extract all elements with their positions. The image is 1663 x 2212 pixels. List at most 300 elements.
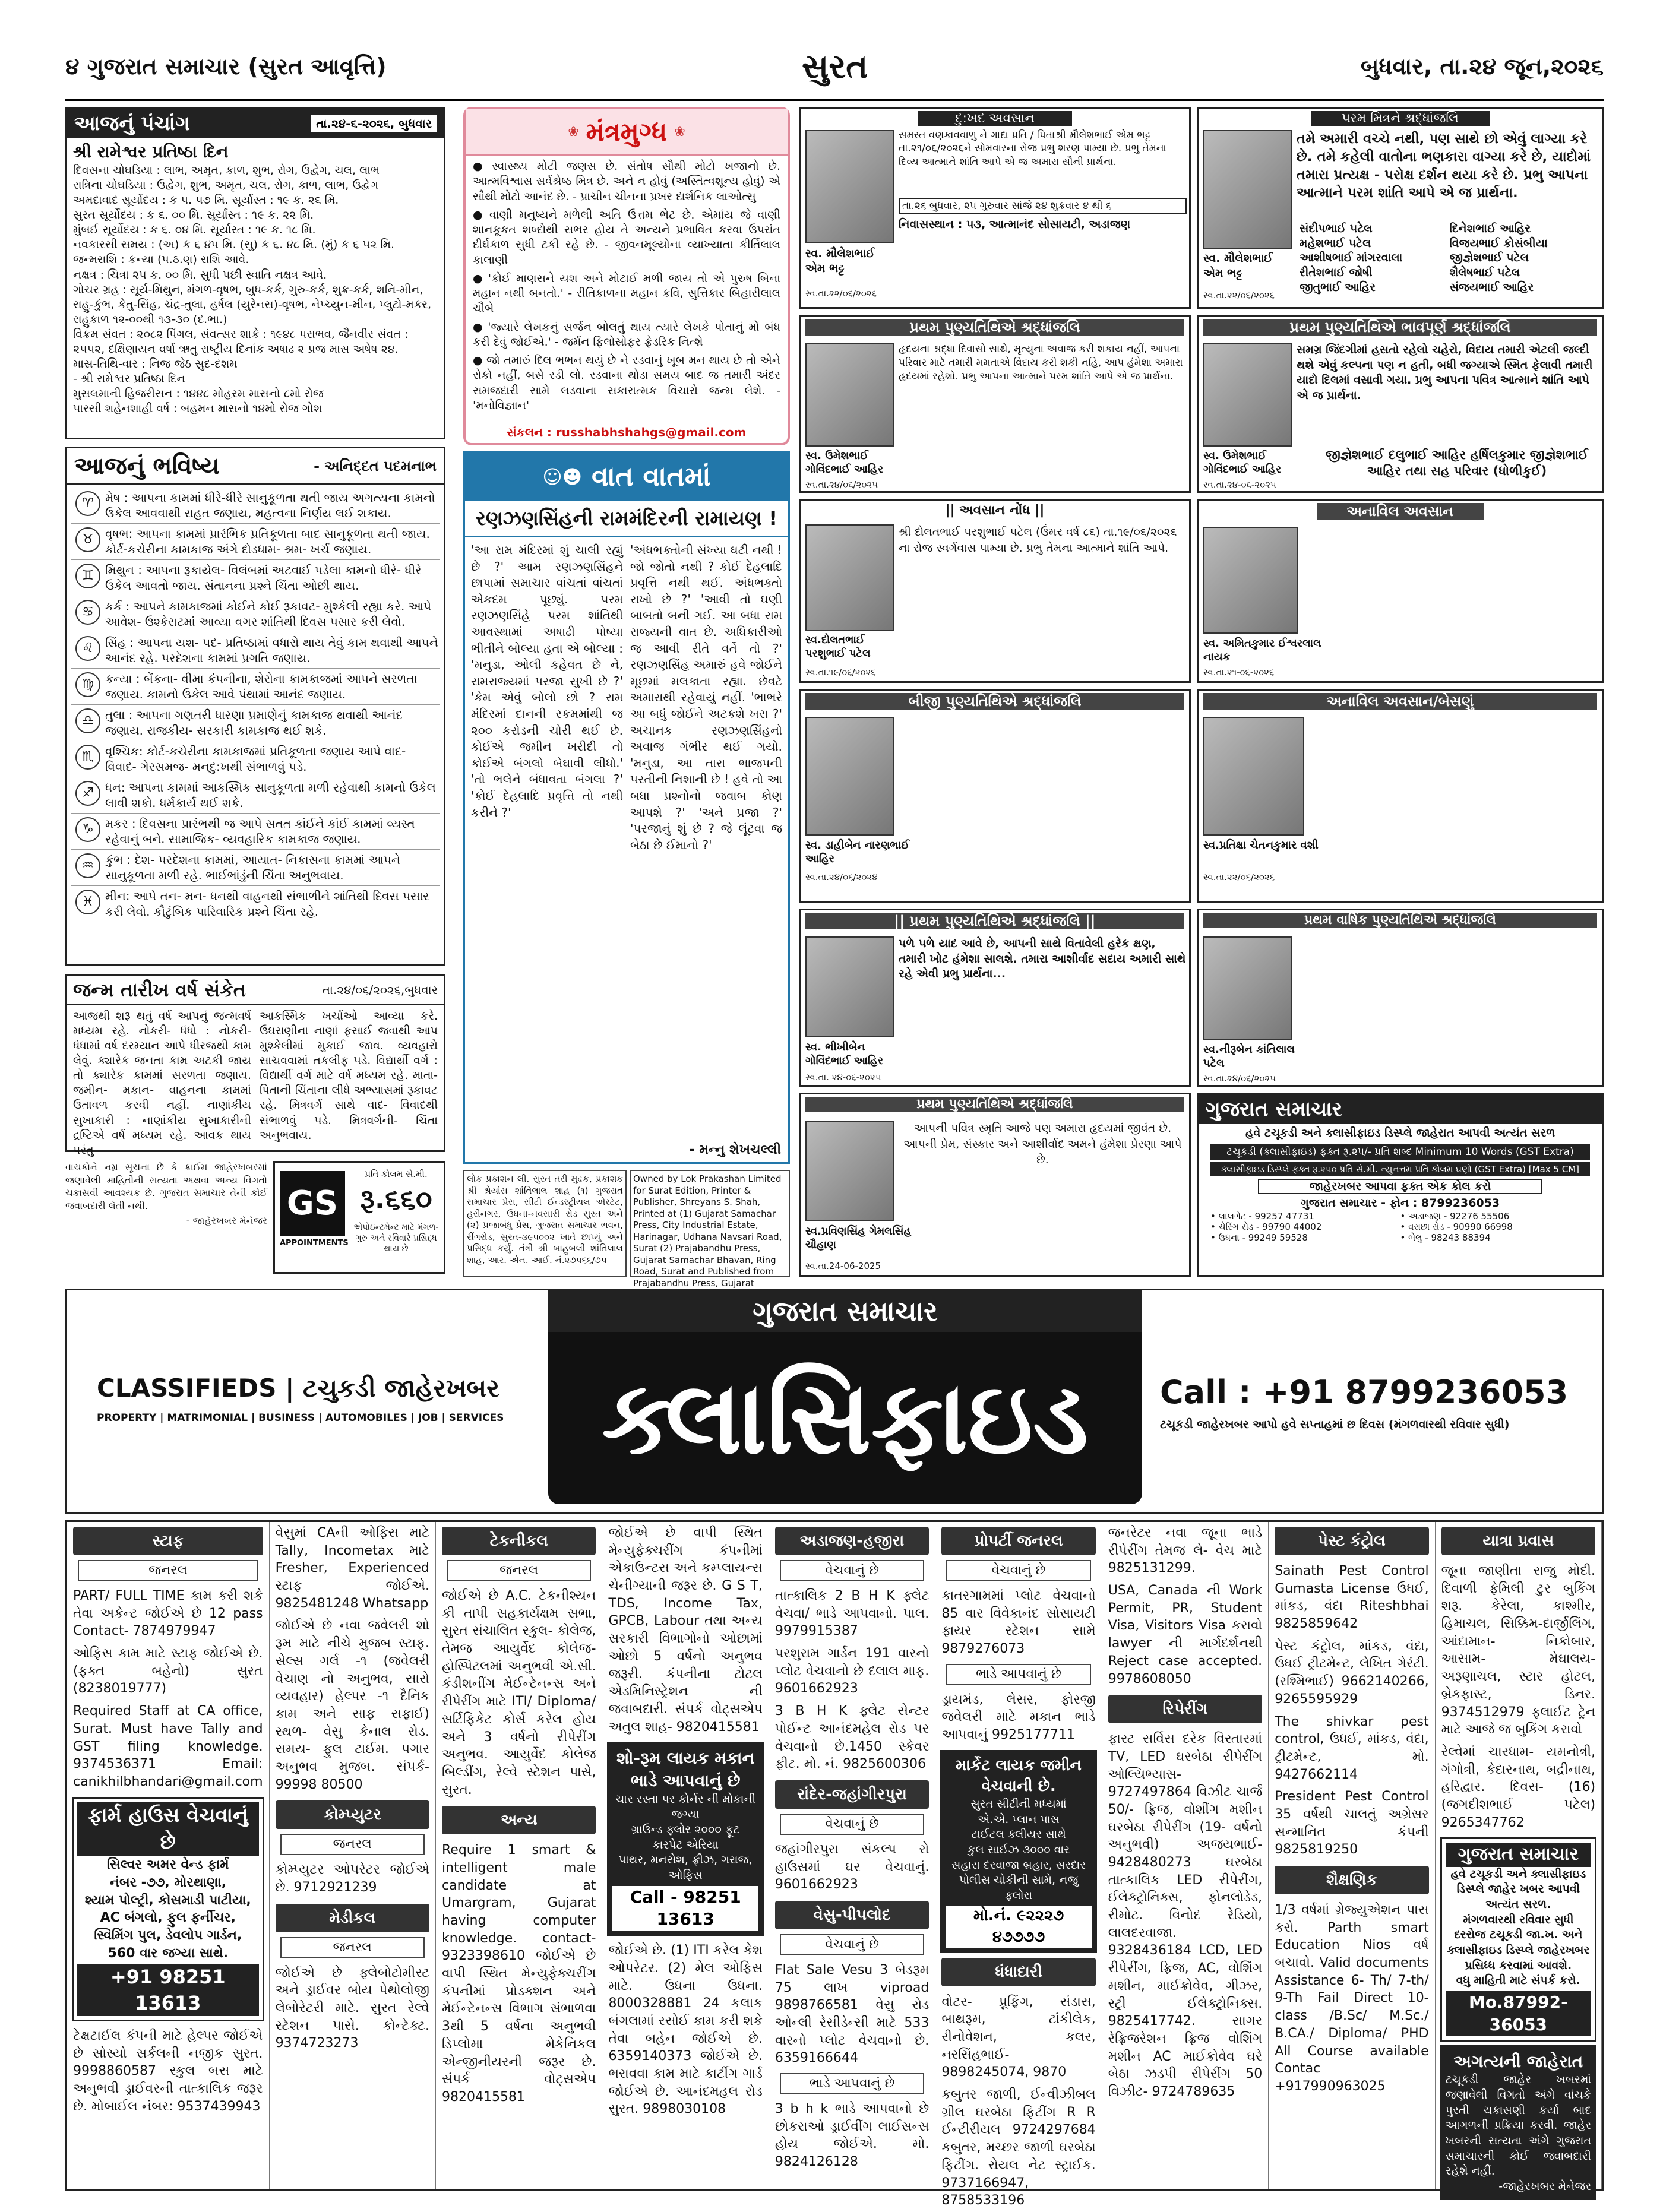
rasi-text: વૃષભ: આપના કામમાં પ્રારંભિક પ્રતિકૂળતા બાદ સાનુકૂળતા થતી જાય. કોર્ટ-કચેરીના કામકાજ અંગે દોડધામ- શ્રમ- ખર્ચ જણાય.	[105, 527, 430, 556]
column-subheader: જનરલ	[280, 1937, 425, 1958]
zodiac-icon: ♏	[75, 745, 100, 770]
gs-info-line5: ગુજરાત સમાચાર - ફોન : 8799236053	[1300, 1197, 1500, 1210]
classified-ad: રેલ્વેમાં ચારધામ- યમનોત્રી, ગંગોત્રી, કેદારનાથ, બદ્રીનાથ, હરિદ્વાર. દિવસ- (16) (જગદીશભાઈ પટેલ) 9265347762	[1441, 1744, 1596, 1830]
gs-price-label: પ્રતિ કોલમ સે.મી.	[365, 1169, 428, 1179]
obit1-tag: દુ:ખદ અવસાન	[918, 111, 1072, 126]
vaat-title: વાત વાતમાં	[592, 460, 711, 492]
obit10-photo	[1203, 936, 1292, 1040]
zodiac-icon: ♓	[75, 890, 100, 914]
rasi-text: વૃશ્ચિક: કોર્ટ-કચેરીના કામકાજમાં પ્રતિકૂળતા જણાય આપે વાદ- વિવાદ- ગેરસમજ- મનદુ:ખથી સંભાળવું પડે.	[105, 744, 406, 774]
column-header: સ્ટાફ	[73, 1527, 263, 1555]
obit8-tag: અનાવિલ અવસાન/બેસણું	[1203, 693, 1597, 710]
classifieds-left-sub: PROPERTY | MATRIMONIAL | BUSINESS | AUTOMOBILES | JOB | SERVICES	[97, 1412, 504, 1424]
land-l3: ટાઈટલ ક્લીયર સાથે	[971, 1828, 1066, 1841]
gs-info-logo: ગુજરાત સમાચાર	[1199, 1094, 1602, 1124]
mourner-name: શૈલેષભાઈ પટેલ	[1449, 266, 1520, 280]
mantra-list	[466, 156, 788, 420]
obit4-name: સ્વ. ઉમેશભાઈ ગોવિંદભાઈ આહિર	[1203, 450, 1282, 476]
obituary-8	[1197, 689, 1604, 903]
rasi-row	[71, 669, 440, 705]
bullet-icon: ●	[473, 354, 483, 368]
notice-title: અગત્યની જાહેરાત	[1453, 2051, 1583, 2071]
classified-column	[1102, 1522, 1269, 2189]
obit9-photo	[805, 936, 894, 1037]
classified-column	[270, 1522, 436, 2189]
land-phone: મો.નં. ૯૨૨૨૭ ૪૭૭૭૭	[946, 1906, 1091, 1947]
classified-ad: Sainath Pest Control Gumasta License ઉધઈ, માંકડ, વંદા Riteshbhai 9825859642	[1275, 1564, 1429, 1632]
rasi-row	[71, 488, 440, 524]
gs-price: રૂ.૬૬૦	[360, 1183, 432, 1215]
farmhouse-line: AC બંગલો, ફુલ ફર્નીચર,	[100, 1910, 236, 1926]
obit8-photo	[1203, 717, 1304, 836]
gs-logo: GS	[280, 1171, 345, 1236]
obit9-text: પળે પળે યાદ આવે છે, આપની સાથે વિતાવેલી હરેક ક્ષણ, તમારી ખોટ હંમેશા સાલશે. તમારા આશીર્વાદ સદાય અમારી સાથે રહે એવી પ્રભુ પ્રાર્થના...	[899, 937, 1186, 981]
column-header: ટેકનીકલ	[442, 1527, 596, 1555]
vaat-story-title: રણઝણસિંહની રામમંદિરની રામાયણ !	[465, 501, 788, 537]
column-header: પ્રોપર્ટી જનરલ	[941, 1527, 1095, 1555]
rasi-text: સિંહ : આપના યશ- પદ- પ્રતિષ્ઠામાં વધારો થાય તેવું કામ થવાથી આપને આનંદ રહે. પરદેશના કામમાં પ્રગતિ જણાય.	[105, 635, 438, 665]
classified-ad: 3 B H K ફ્લેટ સેન્ટર પોઈન્ટ આનંદમહેલ રોડ પર વેચવાનો છે.1450 સ્કેવર ફીટ. મો. નં. 9825600306	[774, 1704, 929, 1772]
classified-ad: જોઈએ છે. (1) ITI કરેલ કેશ ઓપરેટર. (2) મેલ ઓફિસ માટે. ઉધના ઉધના. 8000328881 24 કલાક બંગલામાં રસોઈ કામ કરી શકે તેવા બહેન જોઈએ છે. 6359140373 જોઈએ છે. ભરાવવા કામ માટે કાર્ટીગ ગાર્ડ જોઈએ છે. આનંદમહલ રોડ સુરત. 9898030108	[608, 1943, 763, 2117]
land-title: માર્કેટ લાયક જમીન વેચવાની છે.	[956, 1756, 1082, 1795]
farmhouse-phone: +91 98251 13613	[77, 1964, 259, 2015]
rasi-text: મીન: આપે તન- મન- ધનથી વાહનથી સંભાળીને શાંતિથી દિવસ પસાર કરી લેવો. કૌટુંબિક પારિવારિક પ્રશ્ને ચિંતા રહે.	[105, 889, 429, 919]
column-header: શૈક્ષણિક	[1275, 1866, 1428, 1894]
janma-col1: આજથી શરૂ થતું વર્ષ આપનું જન્મવર્ષ મધ્યમ રહે. નોકરી- ધંધો : નોકરી- ધંધામાં વર્ષ દરમ્યાન આપે ધીરજથી કામ લેવું. ક્યારેક જનતા કામ અટકી જાય તો ક્યારેક કામમાં સરળતા જણાય. જમીન- મકાન- વાહનના કામમાં ઉતાવળ કરવી નહીં. નાણાંકીય સુખાકારી : નાણાંકીય સુખાકારીની દ્રષ્ટિએ વર્ષ મધ્યમ રહે. આવક થાય પરંતુ	[73, 1010, 251, 1157]
column-subheader: વેચવાનું છે	[780, 1814, 924, 1835]
mourner-name: રીતેશભાઈ જોષી	[1300, 266, 1373, 280]
classified-ad: જોઈએ છે A.C. ટેકનીશ્યન કી તાપી સહકાર્યક્ષમ સભા, સુરત સંચાલિત સ્કુલ- કોલેજ, તેમજ આયુર્વેદ કોલેજ- હોસ્પિટલમાં અનુભવી એ.સી. કંડીશનીંગ મેઈન્ટેનન્સ અને રીપેરીંગ માટે ITI/ Diploma/ સર્ટિફિકેટ કોર્સ કરેલ હોય અને 3 વર્ષનો રીપેરીંગ અનુભવ. આયુર્વેદ કોલેજ બિલ્ડીંગ, રેલ્વે સ્ટેશન પાસે, સુરત.	[442, 1588, 596, 1798]
panchang-line: દિવસના ચોઘડિયા : લાભ, અમૃત, કાળ, શુભ, રોગ, ઉદ્વેગ, ચલ, લાભ	[73, 164, 380, 177]
obit10-date: સ્વ.તા.૨૪/૦૬/૨૦૨૫	[1203, 1073, 1276, 1084]
janma-title: જન્મ તારીખ વર્ષ સંકેત	[73, 978, 246, 1001]
showroom-l2: ગ્રાઉન્ડ ફ્લોર ૨૦૦૦ ફૂટ	[631, 1823, 740, 1837]
classified-ad: Required Staff at CA office, Surat. Must have Tally and GST filing knowledge. 9374536371 Email: canikhilbhandari@gmail.com	[73, 1704, 263, 1789]
zodiac-icon: ♈	[75, 491, 100, 516]
column-subheader: જનરલ	[78, 1560, 258, 1581]
vaat-author: - મન્નુ શેખચલ્લી	[689, 1143, 781, 1157]
classifieds-columns	[65, 1520, 1604, 2208]
panchang-line: - શ્રી રામેશ્વર પ્રતિષ્ઠા દિન	[73, 372, 185, 386]
column-subheader: વેચવાનું છે	[780, 1560, 924, 1581]
classified-ad: ટેક્ષટાઈલ કંપની માટે હેલ્પર જોઈએ છે સોસ્યો સર્કલની નજીક સુરત. 9998860587 સ્કુલ બસ માટે અનુભવી ડ્રાઈવરની તાત્કાલિક જરૂર છે. મોબાઈલ નંબર: 9537439943	[73, 2028, 263, 2114]
obituary-4	[1197, 315, 1604, 493]
mourner-name: દિનેશભાઈ આહિર	[1449, 222, 1531, 235]
mourner-name: આશીષભાઈ માંગરવાલા	[1300, 251, 1403, 265]
classified-column	[1269, 1522, 1435, 2189]
column-subheader: ભાડે આપવાનું છે	[946, 1664, 1090, 1685]
classified-ad: ઓફિસ કામ માટે સ્ટાફ જોઈએ છે. (ફક્ત બહેનો) સુરત (8238019777)	[73, 1646, 263, 1697]
panchang-line: જન્મરાશિ : કન્યા (પ.ઠ.ણ) રાશિ આવે.	[73, 253, 249, 267]
classified-ad: જૂના જાણીતા રાજુ મોદી. દિવાળી ફેમિલી ટુર બુકિંગ શરૂ. કેરેલા, કાશ્મીર, હિમાચલ, સિક્કિમ-દાર્જીલિંગ, આંદામાન- નિકોબાર, આસામ- મેઘાલય- અરૂણાચલ, સ્ટાર હોટલ, બ્રેકફાસ્ટ, ડિનર. 9374512979 ફ્લાઈટ ટ્રેન માટે આજે જ બુકિંગ કરાવો	[1441, 1564, 1596, 1738]
panchang-line: નક્ષત્ર : ચિત્રા ૨૫ ક. ૦૦ મિ. સુધી પછી સ્વાતિ નક્ષત્ર આવે.	[73, 268, 327, 281]
classified-ad: 3 b h k ભાડે આપવાનો છે છોકરાઓ ડ્રાઈવીંગ લાઈસન્સ હોય જોઈએ. મો. 9824126128	[774, 2102, 929, 2170]
column-subheader: ભાડે આપવાનું છે	[780, 2073, 924, 2094]
obit9-date: સ્વ.તા. ૨૪-૦૬-૨૦૨૫	[805, 1072, 881, 1083]
rasi-row	[71, 524, 440, 560]
obituary-9	[799, 909, 1191, 1087]
mantra-text: જો તમારું દિલ ભભન થયું છે ને રડવાનું ખૂબ મન થાય છે તો એને રોકો નહીં, બસે રડી લો. રડવાના થોડા સમય બાદ જ તમારી અંદર સમજદારી સામે લડવાના સકારાત્મક વિચારો જન્મ લેશે. - 'મનોવિજ્ઞાન'	[473, 354, 780, 412]
branch-phone: • લાલગેટ - 99257 47731	[1210, 1211, 1314, 1221]
classifieds-call-sub: ટચૂકડી જાહેરખબર આપો હવે સપ્તાહમાં છ દિવસ (મંગળવારથી રવિવાર સુધી)	[1160, 1418, 1510, 1431]
mourner-name: વિજયભાઈ કોસંબીયા	[1449, 236, 1548, 250]
column-header: રિપેરીંગ	[1108, 1695, 1262, 1723]
obit2-names	[1300, 221, 1599, 295]
rasi-text: કર્ક : આપને કામકાજમાં કોઈને કોઈ રૂકાવટ- મુશ્કેલી રહ્યા કરે. આપે આવેશ- ઉશ્કેરાટમાં આવ્યા વગર શાંતિથી દિવસ પસાર કરી લેવો.	[105, 599, 432, 629]
panchang-subtitle: શ્રી રામેશ્વર પ્રતિષ્ઠા દિન	[73, 142, 229, 162]
rasi-row	[71, 814, 440, 850]
column-header: અડાજણ-હજીરા	[775, 1527, 929, 1555]
mantra-title: મંત્રમુગ્ધ	[586, 116, 668, 147]
column-header: કોમ્પ્યુટર	[276, 1800, 429, 1829]
obit1-address: નિવાસસ્થાન : ૫૩, આત્માનંદ સોસાયટી, અડાજણ	[899, 218, 1131, 231]
obit6-tag: અનાવિલ અવસાન	[1317, 503, 1484, 520]
obit11-tag: પ્રથમ પુણ્યતિથિએ શ્રદ્ધાંજલિ	[805, 1097, 1184, 1112]
mantra-item	[473, 159, 780, 204]
obit5-name: સ્વ.દોલતભાઈ પરશુભાઈ પટેલ	[805, 634, 871, 660]
obituary-1	[799, 107, 1191, 309]
obit5-text: શ્રી દોલતભાઈ પરશુભાઈ પટેલ (ઉંમર વર્ષ ૮૬) તા.૧૯/૦૬/૨૦૨૬ ના રોજ સ્વર્ગવાસ પામ્યા છે. પ્રભુ તેમના આત્માને શાંતિ આપે.	[899, 526, 1177, 555]
gs-branches	[1199, 1210, 1602, 1244]
zodiac-icon: ♐	[75, 781, 100, 806]
obituary-10	[1197, 909, 1604, 1087]
gs-info-line1: હવે ટચૂકડી અને ક્લાસીફાઇડ ડિસ્પ્લે જાહેરાત આપવી અત્યંત સરળ	[1245, 1126, 1555, 1140]
imprint-english: Owned by Lok Prakashan Limited for Surat Edition, Printer & Publisher, Shreyans S. Shah, Printed at (1) Gujarat Samachar Press, City Industrial Estate, Harinagar, Udhana Navsari Road, Surat (2) Prajabandhu Press, Gujarat Samachar Bhavan, Ring Road, Surat and Published from Prajabandhu Press, Gujarat	[630, 1170, 790, 1277]
branch-phone: • ચેરિંગ રોડ - 99790 44002	[1210, 1221, 1322, 1232]
obit7-photo	[805, 717, 894, 836]
showroom-title: શો-રૂમ લાયક મકાન ભાડે આપવાનું છે	[616, 1748, 755, 1791]
rasi-text: ધન: આપના કામમાં આકસ્મિક સાનુકૂળતા મળી રહેવાથી કામનો ઉકેલ લાવી શકો. ધર્મકાર્ય થઈ શકે.	[105, 780, 436, 810]
mourner-name: સંજયભાઈ આહિર	[1449, 280, 1534, 294]
column-header: અન્ય	[442, 1806, 596, 1834]
panchang-line: સુરત સૂર્યોદય : ક ૬. ૦૦ મિ. સૂર્યાસ્ત : ૧૯ ક. ૨૨ મિ.	[73, 208, 314, 222]
showroom-l3: કારપેટ એરિયા	[652, 1838, 719, 1852]
panchang-line: વિક્રમ સંવત : ૨૦૮૨ પિંગલ, સંવત્સર શાકે : ૧૯૪૮ પરાભવ, જૈનવીર સંવત : ૨૫૫૨, દક્ષિણાયન વર્ષા ઋતુ રાષ્ટ્રીય દિનાંક અષાઢ ૨ પ્રજ માસ અષેષ ૨૪.	[73, 327, 409, 356]
classified-ad: વેસુમાં CAની ઓફિસ માટે Tally, Incometax માટે Fresher, Experienced સ્ટાફ જોઈએ. 9825481248 Whatsapp	[275, 1526, 429, 1611]
classified-ad: જોઈએ છે નવા જવેલરી શો રૂમ માટે નીચે મુજબ સ્ટાફ. સેલ્સ ગર્લ -૧ (જવેલરી વેચાણ નો અનુભવ, સારો વ્યવહાર) હેલ્પર -૧ દૈનિક કામ અને સાફ સફાઈ) સ્થળ- વેસુ કેનાલ રોડ. સમય- ફુલ ટાઈમ. પગાર અનુભવ મુજબ. સંપર્ક- 99998 80500	[275, 1618, 429, 1792]
mourner-name: જીજ્ઞેશભાઈ પટેલ	[1449, 251, 1529, 265]
classified-column	[769, 1522, 935, 2189]
mourner-name: મહેશભાઈ પટેલ	[1300, 236, 1371, 250]
janma-date: તા.૨૪/૦૬/૨૦૨૬,બુધવાર	[322, 983, 438, 997]
obit10-tag: પ્રથમ વાર્ષિક પુણ્યતિથિએ શ્રદ્ધાંજલિ	[1203, 913, 1597, 928]
obit2-text: તમે અમારી વચ્ચે નથી, પણ સાથે છો એવું લાગ્યા કરે છે. તમે કહેલી વાતોના ભણકારા વાગ્યા કરે છે, યાદોમાં તમારા પ્રત્યક્ષ - પરોક્ષ દર્શન થયા કરે છે. પ્રભુ આપના આત્માને પરમ શાંતિ આપે એ જ પ્રાર્થના.	[1297, 131, 1591, 201]
column-header: ધંધાદારી	[941, 1958, 1095, 1986]
mantra-item	[473, 320, 780, 350]
panchang-lines	[67, 163, 444, 416]
rasi-row	[71, 741, 440, 777]
rasi-text: કન્યા : બેંકના- વીમા કંપનીના, શેરોના કામકાજમાં આપને સરળતા જણાય. કામનો ઉકેલ આવે પંથામાં આનંદ જણાય.	[105, 672, 418, 701]
obit4-date: સ્વ.તા.૨૪-૦૬-૨૦૨૫	[1203, 479, 1276, 490]
rasi-row	[71, 886, 440, 922]
obit3-text: હૃદયના શ્રદ્ધા દિવાસો સાથે, મૃત્યુના અવાજ કરી શકાય નહીં, આપના પરિવાર માટે તમારી મમતાએ વિદાય કરી શકી નહિ, આપ હંમેશા અમારા હૃદયમાં રહેશો. પ્રભુ આપના આત્માને પરમ શાંતિ આપે એ જ પ્રાર્થના.	[899, 343, 1183, 382]
classified-ad: વોટર- પ્રૂફિંગ, સંડાસ, બાથરૂમ, ટાંકીલેક, રીનોવેશન, કલર, નરસિંહભાઈ- 9898245074, 9870	[941, 1994, 1096, 2080]
janma-col2: આકસ્મિક ખર્ચાઓ આવ્યા કરે. ઉઘરાણીના નાણાં ફસાઈ જવાથી આપ મુશ્કેલીમાં મુકાઈ જાવ. વ્યવહારો સાચવવામાં તકલીફ પડે. વિદ્યાર્થી વર્ગ : વિદ્યાર્થી વર્ગ માટે વર્ષ મધ્યમ રહે. માતા- પિતાની ચિંતાના લીધે અભ્યાસમાં રૂકાવટ રહે. મિત્રવર્ગ સાથે વાદ- વિવાદથી સંભાળવું પડે. મિત્રવર્ગની- ચિંતા અનુભવાય.	[260, 1010, 438, 1142]
obit2-tag: પરમ મિત્રને શ્રદ્ધાંજલિ	[1311, 111, 1490, 126]
panchang-title: આજનું પંચાંગ	[74, 112, 190, 135]
bhavishya-author: - અનિદ્દત પદમનાભ	[314, 457, 437, 474]
classified-ad: ફાસ્ટ સર્વિસ દરેક વિસ્તારમાં TV, LED ઘરબેઠા રીપેરીંગ ઓલ્યિભ્યાસ- 9727497864 વિઝીટ ચાર્જ 50/- ફ્રિજ, વોશીંગ મશીન ઘરબેઠા રીપેરીંગ (19- વર્ષનો અનુભવી) અજયભાઈ- 9428480273 ઘરબેઠા તાત્કાલિક LED રીપેરીંગ, ઈલેક્ટ્રોનિક્સ, ફોનલોડેડ, રીમોટ. વિનોદ રેડિયો, લાલદરવાજા. 9328436184 LCD, LED રીપેરીંગ, ફ્રિજ, AC, વોશિંગ મશીન, માઈક્રોવેવ, ગીઝર, સ્ટ્રી ઈલેક્ટ્રોનિક્સ. 9825417742. સાગર રેફ્રિજરેશન ફ્રિજ વોશિંગ મશીન AC માઈક્રોવેવ ઘરે બેઠા ઝડપી રીપેરીંગ 50 વિઝીટ- 9724789635	[1108, 1732, 1263, 2099]
rasi-list	[67, 485, 444, 925]
classified-ad: 1/3 વર્ષમાં ગ્રેજ્યુએશન પાસ કરો. Parth smart Education Nios વર્ષ બચાવો. Valid documents Assistance 6- Th/ 7-th/ 9-Th Fail Direct 10-class /B.Sc/ M.Sc./ B.CA./ Diploma/ PHD All Course available Contac +917990963025	[1275, 1903, 1429, 2094]
gs-class-l1: હવે ટચૂકડી અને ક્લાસીફાઇડ ડિસ્પ્લે જાહેર ખબર આપવી અત્યંત સરળ.	[1450, 1867, 1586, 1912]
mantra-item	[473, 271, 780, 317]
classified-ad: ડ્રાયમંડ, લેસર, ફોરજી જવેલરી માટે મકાન ભાડે આપવાનું 9925177711	[941, 1692, 1096, 1743]
obit9-name: સ્વ. ભીખીબેન ગોવિંદભાઈ આહિર	[805, 1041, 884, 1067]
date-label: બુધવાર, તા.૨૪ જૂન,૨૦૨૬	[1360, 53, 1604, 80]
obit4-family: જીજ્ઞેશભાઈ દલુભાઈ આહિર હર્ષિલકુમાર જીજ્ઞેશભાઈ આહિર તથા સહ પરિવાર (ધોળીકુઈ)	[1325, 448, 1589, 479]
obit7-date: સ્વ.તા.૨૪/૦૬/૨૦૨૪	[805, 872, 878, 882]
rasi-row	[71, 705, 440, 741]
obit4-text: સમગ્ર જિંદગીમાં હસતો રહેલો ચહેરો, વિદાય તમારી એટલી જલ્દી થશે એવું કલ્પના પણ ન હતી, બધી જગ્યાએ સ્મિત ફેલાવી તમારી યાદો દિલમાં વસાવી ગયા. પ્રભુ આપના પવિત્ર આત્માને શાંતિ આપે એ જ પ્રાર્થના.	[1297, 343, 1593, 402]
vaat-box	[463, 451, 790, 1164]
vaat-col1: 'આ રામ મંદિરમાં શું ચાલી રહ્યું છે ?' આમ રણઝણસિંહને છાપામાં સમાચાર વાંચતાં વાંચતાં એકદમ પૂછ્યું. પરમ રણઝણસિંહે પરમ શાંતિથી આવસ્થામાં અષાઢી પોષ્યા ભીતીને બોલ્યા હતા એ બોલ્યા : 'મનુડા, ઓલી કહેવત છે ને, રામરાજ્યમાં પરજા સુખી છે ?' 'કેમ એવું બોલો છો ? રામ મંદિરમાં દાનની રકમમાંથી જ ૨૦૦ કરોડની ચોરી થઈ છે. કોઈએ જમીન ખરીદી તો કોઈએ બંગલો બેઘાવી લીધો.' 'તો ભલેને બંધાવતા બંગલા ?' 'કોઈ દેહલાદિ પ્રવૃત્તિ તો નથી કરીને ?'	[471, 543, 623, 819]
column-subheader: જનરલ	[447, 1560, 591, 1581]
obit6-name: સ્વ. અમિતકુમાર ઈશ્વરલાલ નાયક	[1203, 637, 1321, 663]
zodiac-icon: ♑	[75, 817, 100, 842]
branch-phone: • વરાછા રોડ - 90990 66998	[1400, 1221, 1513, 1232]
farmhouse-line: 560 વાર જગ્યા સાથે.	[108, 1945, 229, 1961]
rasi-text: મિથુન : આપના રૂકાયેલ- વિલંબમાં અટવાઈ પડેલા કામનો ધીરે- ધીરે ઉકેલ આવતો જાય. સંતાનના પ્રશ્ને ચિંતા ઓછી થાય.	[105, 563, 422, 593]
classifieds-call: Call : +91 8799236053	[1160, 1374, 1569, 1411]
land-l2: એ.એ. પ્લાન પાસ	[978, 1812, 1060, 1826]
obituary-11	[799, 1093, 1191, 1277]
obit3-date: સ્વ.તા.૨૪/૦૬/૨૦૨૫	[805, 479, 878, 490]
obit4-photo	[1203, 343, 1292, 447]
janma-header	[67, 976, 444, 1005]
rasi-row	[71, 596, 440, 632]
vaat-header	[465, 453, 788, 501]
mantra-footer: સંકલન : russhabhshahgs@gmail.com	[507, 425, 747, 439]
gs-info-box	[1197, 1093, 1604, 1277]
lotus-icon: ❀	[568, 124, 579, 140]
panchang-line: નવકારસી સમય : (અ) ક ૬ ૪૫ મિ. (સુ) ક ૬. ૪૮ મિ. (મું) ક ૬ ૫૨ મિ.	[73, 238, 395, 252]
panchang-box	[65, 107, 445, 439]
classified-ad: The shivkar pest control, ઉધઈ, માંકડ, વંદા, ટ્રીટમેન્ટ, મો. 9427662114	[1275, 1714, 1429, 1782]
mantra-text: વાણી મનુષ્યને મળેલી અતિ ઉત્તમ ભેટ છે. એમાંય જે વાણી શાનકૂકત શબ્દોથી સભર હોય તે અન્યને પ્રભાવિત કરવા ઉપરાંત દીર્ઘકાળ સુધી ટકી રહે છે. - જીવનમૂલ્યોના વ્યાખ્યાતા કીર્તિલાલ કાલાણી	[473, 208, 780, 267]
column-subheader: વેચવાનું છે	[780, 1934, 924, 1955]
zodiac-icon: ♋	[75, 600, 100, 625]
obituary-5	[799, 499, 1191, 683]
farmhouse-line: શ્યામ પોલ્ટ્રી, કોસમાડી પાટીયા,	[84, 1893, 251, 1908]
panchang-line: પારસી શહેનશાહી વર્ષ : બહમન માસનો ૧૪મો રોજ ગોશ	[73, 402, 323, 416]
mourner-name: જીતુભાઈ આહિર	[1300, 280, 1376, 294]
notice-text: ટચૂકડી જાહેર ખબરમાં જણાવેલી વિગતો અંગે વાંચકે પુરતી ચકાસણી કર્યા બાદ આગળની પ્રક્રિયા કરવી. જાહેર ખબરની સત્યતા અંગે ગુજરાત સમાચારની કોઈ જવાબદારી રહેશે નહીં.	[1445, 2073, 1592, 2178]
column-header: પેસ્ટ કંટ્રોલ	[1275, 1527, 1428, 1555]
showroom-l4: પાથર, મનસેશ, ફ્રીઝ, ગરાજ, ઓફિસ	[618, 1853, 753, 1882]
rasi-text: તુલા : આપના ગણતરી ધારણા પ્રમાણેનું કામકાજ થવાથી આનંદ જણાય. રાજકીય- સરકારી કામકાજ થઈ શકે.	[105, 708, 403, 738]
mantra-item	[473, 208, 780, 268]
obit6-photo	[1203, 527, 1298, 634]
zodiac-icon: ♒	[75, 853, 100, 878]
obit11-text: આપની પવિત્ર સ્મૃતિ આજે પણ અમારા હૃદયમાં જીવંત છે. આપની પ્રેમ, સંસ્કાર અને આશીર્વાદ અમને હંમેશા પ્રેરણા આપે છે.	[903, 1122, 1182, 1167]
obit4-tag: પ્રથમ પુણ્યતિથિએ ભાવપૂર્ણ શ્રદ્ધાંજલિ	[1203, 319, 1597, 336]
panchang-line: માસ-તિથિ-વાર : નિજ જેઠ સુદ-દશમ	[73, 357, 238, 371]
classified-ad: કોમ્પ્યુટર ઓપરેટર જોઈએ છે. 9712921239	[275, 1862, 429, 1895]
bhavishya-box	[65, 447, 445, 966]
obit7-tag: બીજી પુણ્યતિથિએ શ્રદ્ધાંજલિ	[805, 693, 1184, 710]
obit5-tag: || અવસાન નોંધ ||	[945, 503, 1045, 518]
zodiac-icon: ♊	[75, 564, 100, 588]
obit1-photo	[805, 130, 894, 243]
obituary-7	[799, 689, 1191, 903]
rasi-row	[71, 777, 440, 814]
farmhouse-line: નંબર -૭૭, મોરથાણા,	[109, 1875, 226, 1891]
zodiac-icon: ♎	[75, 708, 100, 733]
land-l1: સુરત સીટીની મધ્યમાં	[970, 1798, 1067, 1811]
gs-class-l3: વધુ માહિતી માટે સંપર્ક કરો.	[1456, 1974, 1580, 1988]
obituary-6	[1197, 499, 1604, 683]
rasi-text: મેષ : આપના કામમાં ધીરે-ધીરે સાનુકૂળતા થતી જાય અગત્યના કામનો ઉકેલ આવવાથી રાહત જણાય, મહત્વના નિર્ણય લઈ શકાય.	[105, 490, 435, 520]
obit6-date: સ્વ.તા.૨૧-૦૬-૨૦૨૬	[1203, 667, 1275, 678]
classified-ad: PART/ FULL TIME કામ કરી શકે તેવા અકેન્ટ જોઈએ છે 12 pass Contact- 7874979947	[73, 1588, 263, 1639]
important-notice	[1440, 2045, 1596, 2200]
mourner-name: સંદીપભાઈ પટેલ	[1300, 222, 1373, 235]
mantra-text: 'જ્યારે લેખકનું સર્જન બોલતું થાય ત્યારે લેખકે પોતાનું મોં બંધ કરી દેવું જોઈએ.' - જર્મન ફિલોસોફર ફ્રેડરિક નિત્શે	[473, 320, 780, 349]
mantra-item	[473, 353, 780, 413]
lotus-icon: ❀	[674, 124, 685, 140]
obit3-tag: પ્રથમ પુણ્યતિથિએ શ્રદ્ધાંજલિ	[805, 319, 1184, 336]
column-header: વેસુ-પીપલોદ	[775, 1901, 929, 1929]
gs-class-logo: ગુજરાત સમાચાર	[1446, 1843, 1591, 1867]
rasi-row	[71, 560, 440, 596]
gs-class-phone: Mo.87992-36053	[1446, 1991, 1591, 2036]
classified-ad: કાતરગામમાં પ્લોટ વેચવાનો 85 વાર વિવેકાનંદ સોસાયટી ફાયર સ્ટેશન સામે 9879276073	[941, 1588, 1096, 1657]
obit11-date: સ્વ.તા.24-06-2025	[805, 1261, 881, 1271]
classified-ad: જોઈએ છે વાપી સ્થિત મેન્યુફેક્ચરીંગ કંપનીમાં એકાઉન્ટસ અને કમ્પ્લાયન્સ ચેનીગ્યાની જરૂર છે. G S T, TDS, Income Tax, GPCB, Labour તથા અન્ય સરકારી વિભાગોનો ઓછામાં ઓછો 5 વર્ષનો અનુભવ જરૂરી. કંપનીના ટોટલ એડમિનિસ્ટ્રેશન ની જવાબદારી. સંપર્ક વોટ્સએપ અતુલ શાહ- 9820415581	[608, 1526, 763, 1735]
branch-phone: • અડાજણ - 92276 55506	[1400, 1211, 1510, 1221]
classified-ad: Require 1 smart & intelligent male candidate at Umargram, Gujarat having computer knowledge. contact- 9323398610 જોઈએ છે વાપી સ્થિત મેન્યુફેક્ચરીંગ કંપનીમાં પ્રોડક્શન અને મેઈન્ટેનન્સ વિભાગ સંભાળવા 3થી 5 વર્ષના અનુભવી ડિપ્લોમા મેકેનિકલ એન્જીનીયરની જરૂર છે. સંપર્ક વોટ્સએપ 9820415581	[442, 1843, 596, 2105]
column-header: યાત્રા પ્રવાસ	[1441, 1527, 1595, 1555]
notice-sign: -જાહેરખબર મેનેજર	[1498, 2179, 1592, 2193]
vaat-col2: 'અંધભક્તોની સંખ્યા ઘટી નથી ! જો જોતો નથી ? કોઈ દેહલાદિ પ્રવૃત્તિ નથી થઈ. અંધભક્તો રાખો છે ?' 'આવી તો ઘણી બાબતો બની ગઈ. આ બધા રામ રાજ્યની વાત છે. અધિકારીઓ જ આવી રીતે વર્તે તો ?' રણઝણસિંહ અમારું હવે જોઈને મૂછમાં મલકાતા રહ્યા. છેવટે અમારાથી રહેવાયું નહીં. 'ભાભરે આ બધું જોઈને અટકશે ખરા ?' અચાનક રણઝણસિંહનો અવાજ ગંભીર થઈ ગયો. 'મનુડા, આ તારા ભાજપની પરતીની નિશાની છે ! હવે તો આ બધા પ્રશ્નોનો જવાબ કોણ આપશે ?' 'અને પ્રજા ?' 'પરજાનું શું છે ? જે લૂંટવા જ બેઠા છે ઈમાનો ?'	[630, 543, 782, 852]
obit1-text: સમસ્ત વણકાવવાળુ ને ગાદા પ્રતિ / પિતાશ્રી મૌલેશભાઈ એમ ભટ્ટ તા.૨૧/૦૬/૨૦૨૬ને સોમવારના રોજ પ્રભુ શરણ પામ્યા છે. પ્રભુ તેમના દિવ્ય આત્માને શાંતિ આપે એ જ અમારા સૌની પ્રાર્થના.	[899, 129, 1166, 168]
classified-ad: Flat Sale Vesu 3 બેડરૂમ 75 લાખ viproad 9898766581 વેસુ રોડ ઓન્લી રેસીડેન્સી માટે 533 વારનો પ્લોટ વેચવાનો છે. 6359166644	[774, 1962, 929, 2066]
obit2-date: સ્વ.તા.૨૨/૦૬/૨૦૨૬	[1203, 290, 1275, 300]
panchang-line: અમદાવાદ સૂર્યોદય : ક ૫. ૫૭ મિ. સૂર્યાસ્ત : ૧૯ ક. ૨૬ મિ.	[73, 194, 339, 207]
classified-ad: પેસ્ટ કંટ્રોલ, માંકડ, વંદા, ઉધઈ ટ્રીટમેન્ટ, લેખિત ગેરંટી. (રશ્મિભાઈ) 9662140266, 9265595929	[1275, 1638, 1429, 1707]
faces-icon: ☺☻	[542, 466, 583, 488]
rasi-text: કુંભ : દેશ- પરદેશના કામમાં, આયાત- નિકાસના કામમાં આપને સાનુકૂળતા મળી રહે. ભાઈભાંડુંની ચિંતા અનુભવાય.	[105, 853, 400, 882]
classified-ad: કબુતર જાળી, ઈન્વીઝીબલ ગ્રીલ ઘરબેઠા ફિટીંગ R R ઈન્ટીરીયલ 9724297684 કબુતર, મચ્છર જાળી ઘરબેઠા ફિટીંગ. રોયલ નેટ સ્ટ્રાઈક. 9737166947, 8758533196	[941, 2087, 1096, 2208]
obituary-2	[1197, 107, 1604, 309]
reader-notice-sign: - જાહેરખબર મેનેજર	[186, 1215, 267, 1227]
obit2-name: સ્વ. મૌલેશભાઈ એમ ભટ્ટ	[1203, 252, 1273, 280]
rasi-row	[71, 632, 440, 669]
obit11-photo	[805, 1121, 894, 1221]
mantra-text: 'કોઈ માણસને યશ અને મોટાઈ મળી જાય તો એ પુરુષ બિના મહાન નથી બનતો.' - રીતિકાળના મહાન કવિ, સુત્તિકાર બિહારીલાલ ચૌબે	[473, 271, 780, 315]
farmhouse-ad	[72, 1797, 264, 2021]
gs-info-line2: ટચૂકડી (ક્લાસીફાઇડ) ફક્ત રૂ.૨૫/- પ્રતિ શબ્દ Minimum 10 Words (GST Extra)	[1210, 1144, 1590, 1160]
showroom-l1: ચાર રસ્તા પર કોર્નર ની મોકાની જગ્યા	[615, 1792, 756, 1821]
classifieds-logo: ગુજરાત સમાચાર	[548, 1290, 1142, 1332]
branch-phone: • ઉધના - 99249 59528	[1210, 1232, 1308, 1243]
panchang-date: તા.૨૪-૬-૨૦૨૬, બુધવાર	[311, 115, 437, 132]
obit9-tag: || પ્રથમ પુણ્યતિથિએ શ્રદ્ધાંજલિ ||	[805, 913, 1184, 929]
classified-ad: USA, Canada ની Work Permit, PR, Student Visa, Visitors Visa કરાવો lawyer ની માર્ગદર્શનથી Reject case accepted. 9978608050	[1108, 1583, 1263, 1686]
janma-box	[65, 974, 445, 1157]
mantra-box	[463, 107, 790, 445]
zodiac-icon: ♉	[75, 527, 100, 552]
classifieds-left-title: CLASSIFIEDS | ટચુકડી જાહેરખબર	[97, 1374, 499, 1403]
column-subheader: વેચવાનું છે	[946, 1560, 1090, 1581]
obit7-name: સ્વ. ડાહીબેન નારણભાઈ આહિર	[805, 839, 910, 865]
showroom-phone: Call - 98251 13613	[612, 1886, 758, 1931]
bhavishya-title: આજનું ભવિષ્ય	[74, 452, 220, 480]
obit1-besnu: તા.૨૬ બુધવાર, ૨૫ ગુરુવાર સાંજે ૨૪ શુક્રવાર ૪ થી ૬	[899, 198, 1187, 214]
classified-column	[602, 1522, 769, 2189]
showroom-ad	[607, 1742, 763, 1936]
classified-column	[935, 1522, 1102, 2208]
land-l5: સહારા દરવાજા બ્રહાર, સરદાર પોલીસ ચોકીની સામે, નજુ ફ્લોરા	[951, 1858, 1086, 1902]
classified-ad: જનરેટર નવા જૂના ભાડે રીપેરીંગ તેમજ લે- વેચ માટે 9825131299.	[1108, 1526, 1263, 1576]
obit11-name: સ્વ.પ્રવિણસિંહ ગેમલસિંહ ચૌહાણ	[805, 1225, 912, 1251]
gs-appointments-ad	[273, 1161, 445, 1274]
farmhouse-line: સ્વિમિંગ પુલ, ડેવલોપ ગાર્ડન,	[94, 1928, 242, 1944]
obit10-name: સ્વ.નીરૂબેન કાંતિલાલ પટેલ	[1203, 1043, 1295, 1069]
classified-ad: જોઈએ છે ફ્લેબોટોમીસ્ટ અને ડ્રાઈવર બોય પેથોલોજી લેબોરેટરી માટે. સુરત રેલ્વે સ્ટેશન પાસે. કોન્ટેક્ટ. 9374723273	[275, 1965, 429, 2051]
rasi-row	[71, 850, 440, 886]
panchang-header	[67, 109, 444, 138]
gs-info-line3: ક્લાસીફાઇડ ડિસ્પ્લે ફક્ત રૂ.૨૫૦ પ્રતિ સે.મી. ન્યુનત્તમ પ્રતિ કોલમ ઘણો (GST Extra) [Max 5 CM]	[1210, 1162, 1590, 1176]
classified-ad: President Pest Control 35 વર્ષથી ચાલતું અગ્રેસર સન્માનિત કંપની 9825819250	[1275, 1789, 1429, 1857]
panchang-line: રાત્રિના ચોઘડિયા : ઉદ્વેગ, શુભ, અમૃત, ચલ, રોગ, કાળ, લાભ, ઉદ્વેગ	[73, 179, 379, 192]
reader-notice-text: વાચકોને નમ્ર સૂચના છે કે ક્રાઈમ જાહેરખબરમાં જણાવેલી માહિતીની સત્યતા અથવા અન્ય વિગતો ચકાસવી આવશ્યક છે. ગુજરાત સમાચાર તેની કોઈ જવાબદારી લેતી નથી.	[65, 1162, 267, 1211]
obit5-date: સ્વ.તા.૧૯/૦૬/૨૦૨૬	[805, 667, 876, 678]
bullet-icon: ●	[473, 160, 489, 173]
reader-notice	[65, 1161, 267, 1274]
panchang-line: મુંબઈ સૂર્યોદય : ક ૬. ૦૪ મિ. સૂર્યાસ્ત : ૧૯ ક. ૧૮ મિ.	[73, 223, 316, 237]
gs-class-l2: મંગળવારથી રવિવાર સુધી દરરોજ ટચૂકડી જા.ખ. અને ક્લાસીફાઇડ ડિસ્પ્લે જાહેરખબર પ્રસિધ્ધ કરવામાં આવશે.	[1447, 1913, 1590, 1972]
classified-ad: તાત્કાલિક 2 B H K ફ્લેટ વેચવા/ ભાડે આપવાનો. પાલ. 9979915387	[774, 1588, 929, 1639]
land-ad	[940, 1750, 1096, 1953]
gs-extra: એપોઇન્ટમેન્ટ માટે મંગળ-ગુરુ અને રવિવારે પ્રસિદ્ધ થાય છે	[353, 1223, 439, 1254]
obit8-date: સ્વ.તા.૨૨/૦૬/૨૦૨૬	[1203, 872, 1275, 882]
obit3-photo	[805, 343, 894, 447]
classified-ad: જહાંગીરપુરા સંકલ્પ રો હાઉસમાં ઘર વેચવાનું. 9601662923	[774, 1841, 929, 1893]
panchang-line: ગોચર ગ્રહ : સૂર્ય-મિથુન, મંગળ-વૃષભ, બુધ-કર્ક, ગુરુ-કર્ક, શુક્ર-કર્ક, શનિ-મીન, રાહુ-કુંભ, કેતુ-સિંહ, ચંદ્ર-તુલા, હર્ષલ (યુરેનસ)-વૃષભ, નેપ્ચ્યુન-મીન, પ્લુટો-મકર, રાહુકાળ ૧૨-૦૦થી ૧૩-૩૦ (દ.ભા.)	[73, 283, 432, 326]
zodiac-icon: ♍	[75, 672, 100, 697]
bhavishya-header	[67, 448, 444, 485]
column-header: રાંદેર-જહાંગીરપુરા	[775, 1780, 929, 1809]
farmhouse-title: ફાર્મ હાઉસ વેચવાનું છે	[77, 1802, 259, 1857]
land-l4: કુલ સાઈઝ ૩૦૦૦ વાર	[968, 1843, 1070, 1856]
classified-column	[1436, 1522, 1602, 2193]
branch-phone: • બેલુ - 98243 88394	[1400, 1232, 1491, 1243]
obit3-name: સ્વ. ઉમેશભાઈ ગોવિંદભાઈ આહિર	[805, 450, 884, 476]
panchang-line: મુસલમાની હિજરીસન : ૧૪૪૮ મોહરમ માસનો ૮મો રોજ	[73, 387, 324, 401]
edition-label: ૪ ગુજરાત સમાચાર (સુરત આવૃત્તિ)	[65, 53, 387, 80]
mantra-text: સ્વાસ્થ્ય મોટી જણસ છે. સંતોષ સૌથી મોટો ખજાનો છે. આત્મવિશ્વાસ સર્વશ્રેષ્ઠ મિત્ર છે. અને ન હોવું (અસ્તિત્વશૂન્ય હોવું) એ સૌથી મોટો આનંદ છે. - પ્રાચીન ચીનના પ્રખર દાર્શનિક લાઓત્સુ	[473, 160, 780, 203]
gs-info-line4: જાહેરખબર આપવા ફક્ત એક કોલ કરો	[1258, 1179, 1542, 1194]
obit1-date: સ્વ.તા.૨૨/૦૬/૨૦૨૬	[805, 288, 877, 299]
bullet-icon: ●	[473, 320, 485, 334]
classified-ad: પરશુરામ ગાર્ડન 191 વારનો પ્લોટ વેચવાનો છે દલાલ માફ. 9601662923	[774, 1646, 929, 1697]
classifieds-big-title: ક્લાસિફાઇડ	[548, 1332, 1142, 1504]
classified-column	[67, 1522, 270, 2189]
classifieds-banner	[65, 1289, 1604, 1514]
page-header	[65, 48, 1604, 101]
farmhouse-line: સિલ્વર અમર વેન્ડ ફાર્મ	[106, 1857, 229, 1873]
obit8-name: સ્વ.પ્રતિક્ષા ચેતનકુમાર વશી	[1203, 839, 1319, 852]
city-title: સુરત	[802, 48, 868, 86]
imprint-gujarati: લોક પ્રકાશન લી. સુરત તરી મુદ્રક, પ્રકાશક શ્રી શ્રેયાંસ શાંતિલાલ શાહ (૧) ગુજરાત સમાચાર પ્રેસ, સીટી ઈન્ડસ્ટ્રીયલ એસ્ટેટ, હરીનગર, ઉધના-નવસારી રોડ સુરત અને (૨) પ્રજાબંધુ પ્રેસ, ગુજરાત સમાચાર ભવન, રીંગરોડ, સુરત-૩૯૫૦૦૨ ખાતે છાપ્યું અને પ્રસિદ્ધ કર્યું. તંત્રી શ્રી બાહુબલી શાંતિલાલ શાહ, આર. એન. આઈ. નં.૨૭૫૬૬/૭૫	[463, 1170, 627, 1277]
gs-logo-sub: APPOINTMENTS	[280, 1239, 349, 1248]
mantra-header	[466, 109, 788, 156]
column-subheader: જનરલ	[280, 1834, 425, 1855]
gs-class-ad	[1440, 1837, 1596, 2041]
obit1-name: સ્વ. મૌલેશભાઈ એમ ભટ્ટ	[805, 247, 875, 275]
